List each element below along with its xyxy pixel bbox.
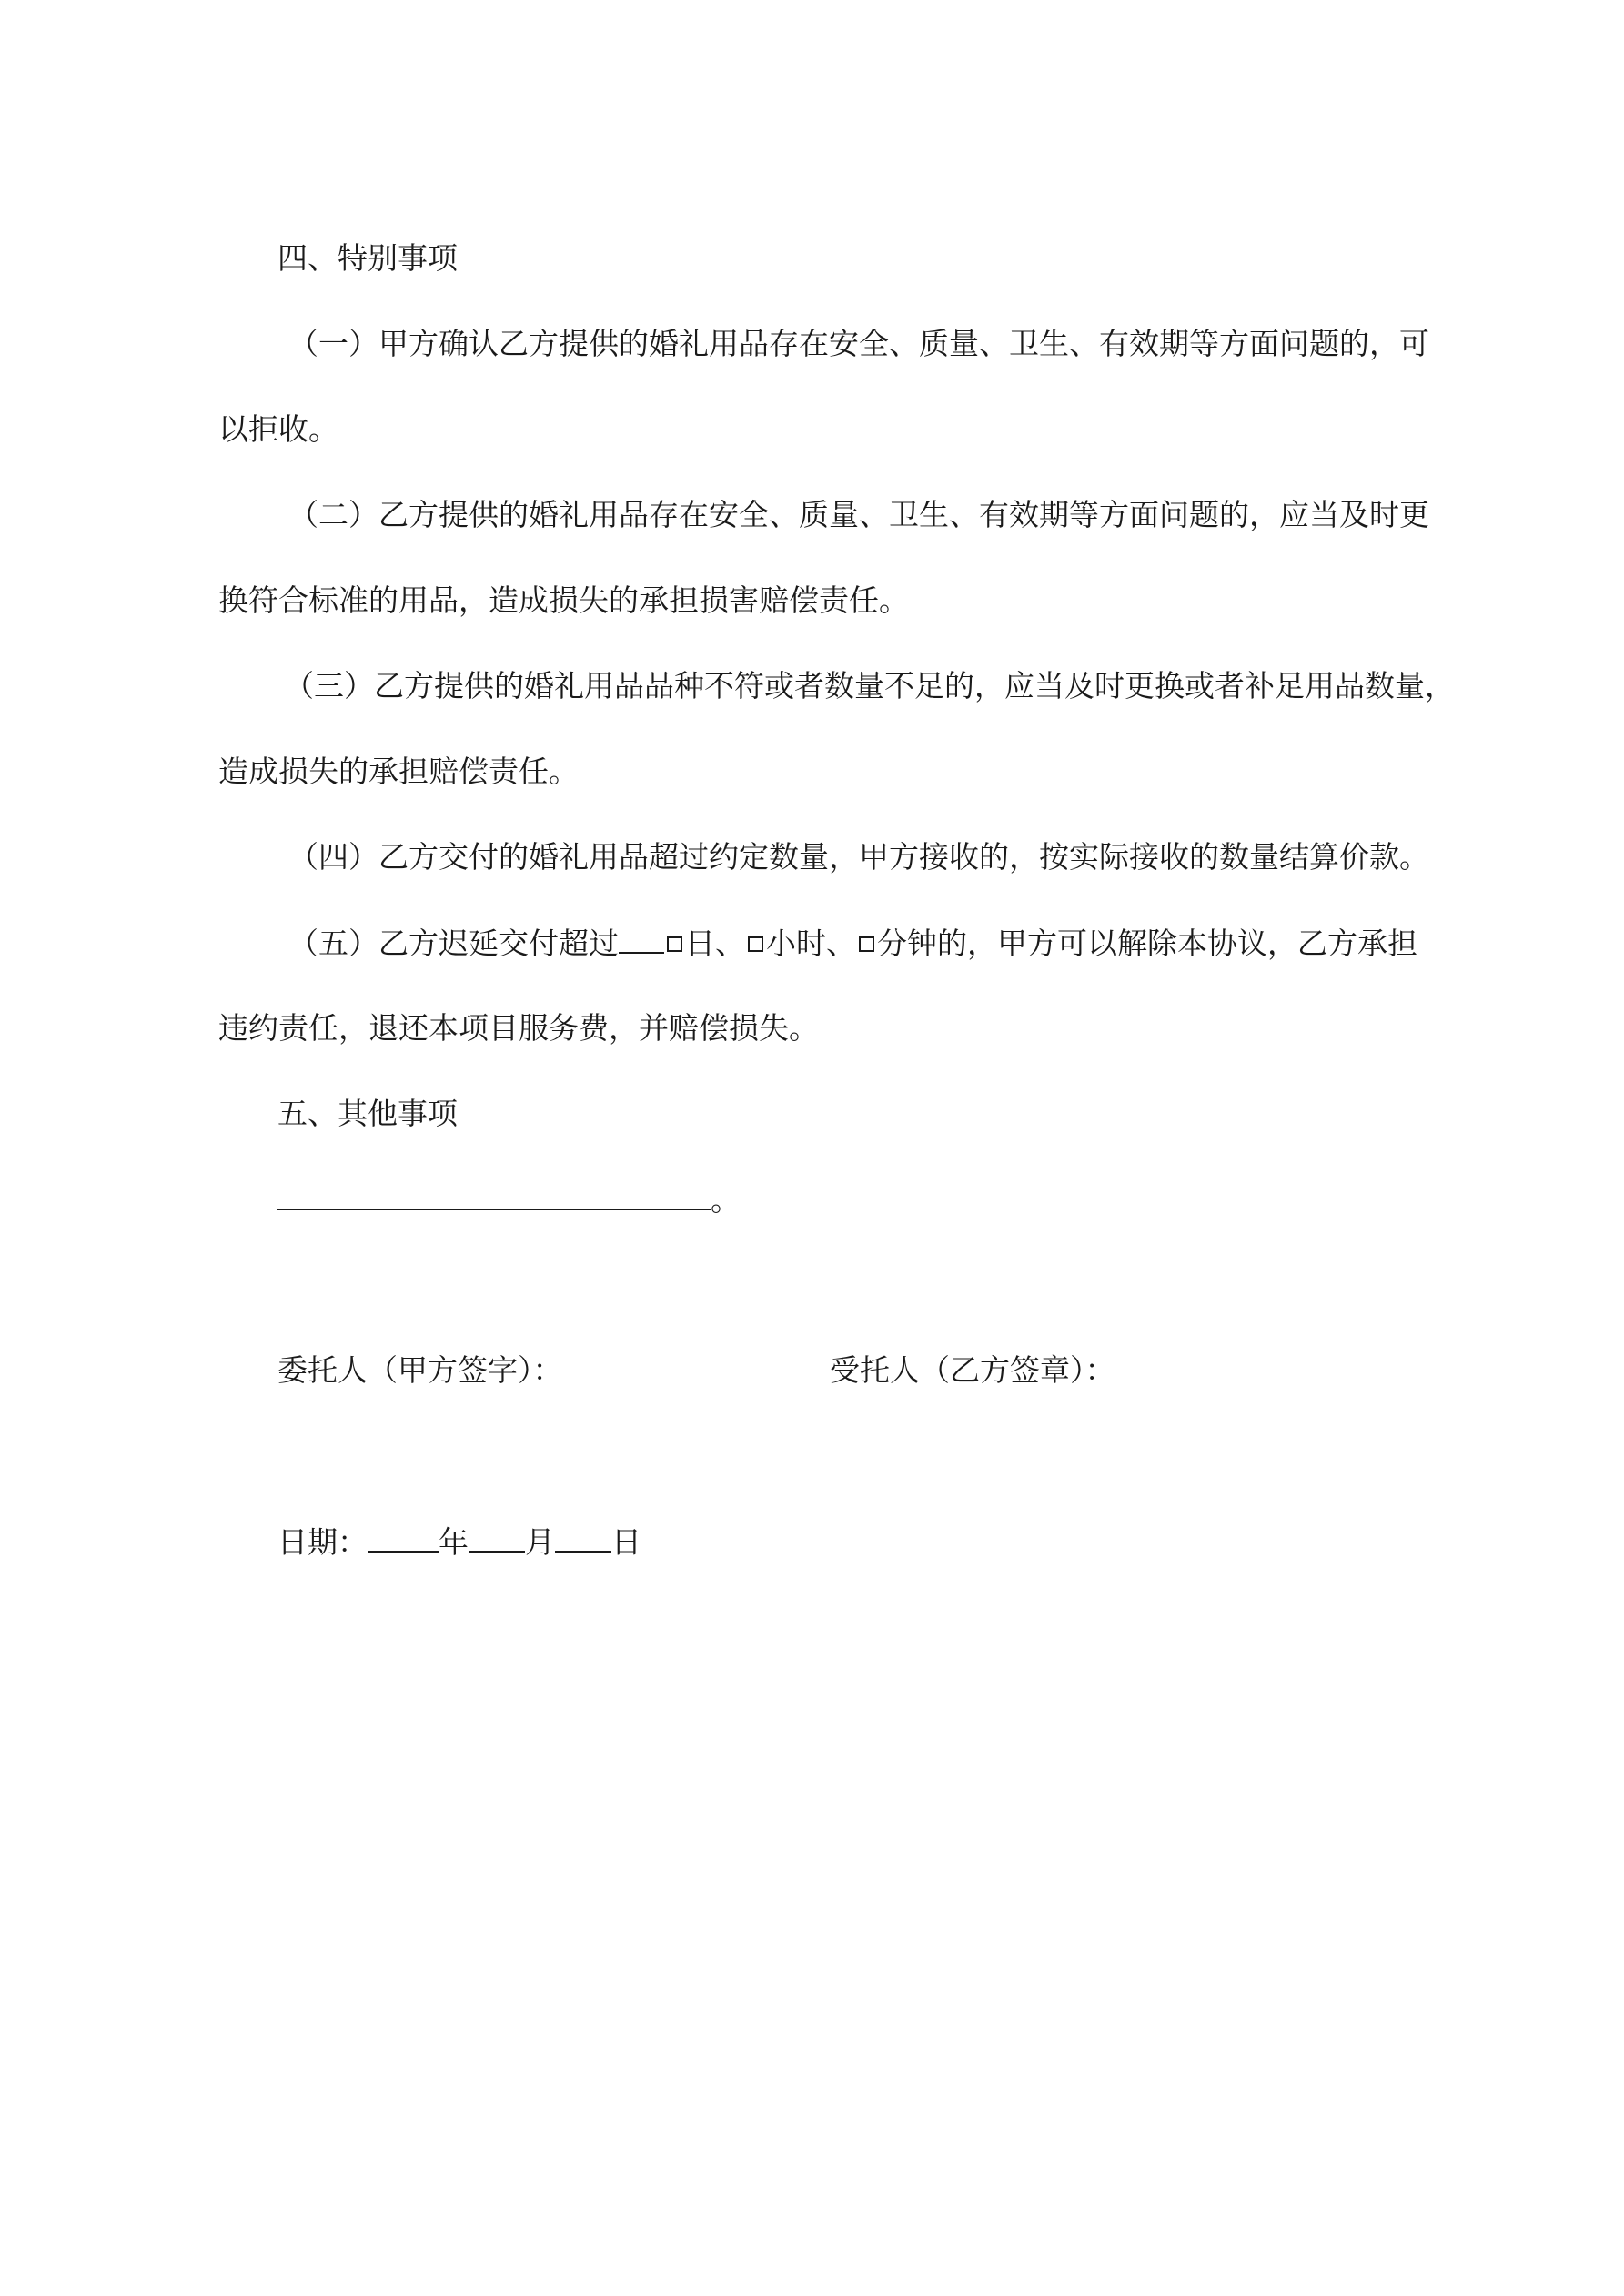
other-matters-line — [277, 1181, 741, 1219]
other-matters-blank[interactable] — [277, 1181, 711, 1210]
hour-unit-label: 小时、 — [766, 925, 856, 961]
year-label: 年 — [439, 1524, 469, 1560]
minute-unit-label: 分钟的，甲方可以解除本协议，乙方承担 — [877, 925, 1417, 961]
year-blank[interactable] — [368, 1523, 439, 1553]
day-label: 日 — [611, 1524, 641, 1560]
day-unit-label: 日、 — [685, 925, 745, 961]
clause-5-line-1 — [288, 925, 1417, 962]
date-label: 日期： — [277, 1524, 368, 1560]
month-blank[interactable] — [469, 1523, 525, 1553]
section-heading-special-matters: 四、特别事项 — [277, 240, 458, 276]
section-heading-other-matters: 五、其他事项 — [277, 1096, 458, 1131]
hour-checkbox[interactable] — [748, 936, 763, 952]
clause-3-line-2: 造成损失的承担赔偿责任。 — [218, 754, 579, 789]
date-line — [277, 1523, 641, 1561]
day-blank[interactable] — [555, 1523, 611, 1553]
clause-1-line-2: 以拒收。 — [218, 411, 338, 447]
clause-1-line-1: （一）甲方确认乙方提供的婚礼用品存在安全、质量、卫生、有效期等方面问题的，可 — [288, 326, 1429, 361]
party-b-signature-label: 受托人（乙方签章）： — [830, 1352, 1115, 1388]
clause-3-line-1: （三）乙方提供的婚礼用品品种不符或者数量不足的，应当及时更换或者补足用品数量， — [284, 668, 1455, 703]
clause-2-line-2: 换符合标准的用品，造成损失的承担损害赔偿责任。 — [218, 582, 909, 618]
minute-checkbox[interactable] — [859, 936, 874, 952]
party-a-signature-label: 委托人（甲方签字）： — [277, 1352, 563, 1388]
other-matters-period: 。 — [711, 1182, 741, 1218]
delay-duration-blank[interactable] — [619, 925, 664, 954]
clause-2-line-1: （二）乙方提供的婚礼用品存在安全、质量、卫生、有效期等方面问题的，应当及时更 — [288, 497, 1429, 532]
day-checkbox[interactable] — [667, 936, 682, 952]
clause-5-line-2: 违约责任，退还本项目服务费，并赔偿损失。 — [218, 1010, 819, 1046]
month-label: 月 — [525, 1524, 555, 1560]
clause-4-line-1: （四）乙方交付的婚礼用品超过约定数量，甲方接收的，按实际接收的数量结算价款。 — [288, 839, 1429, 875]
clause-5-prefix: （五）乙方迟延交付超过 — [288, 925, 619, 961]
